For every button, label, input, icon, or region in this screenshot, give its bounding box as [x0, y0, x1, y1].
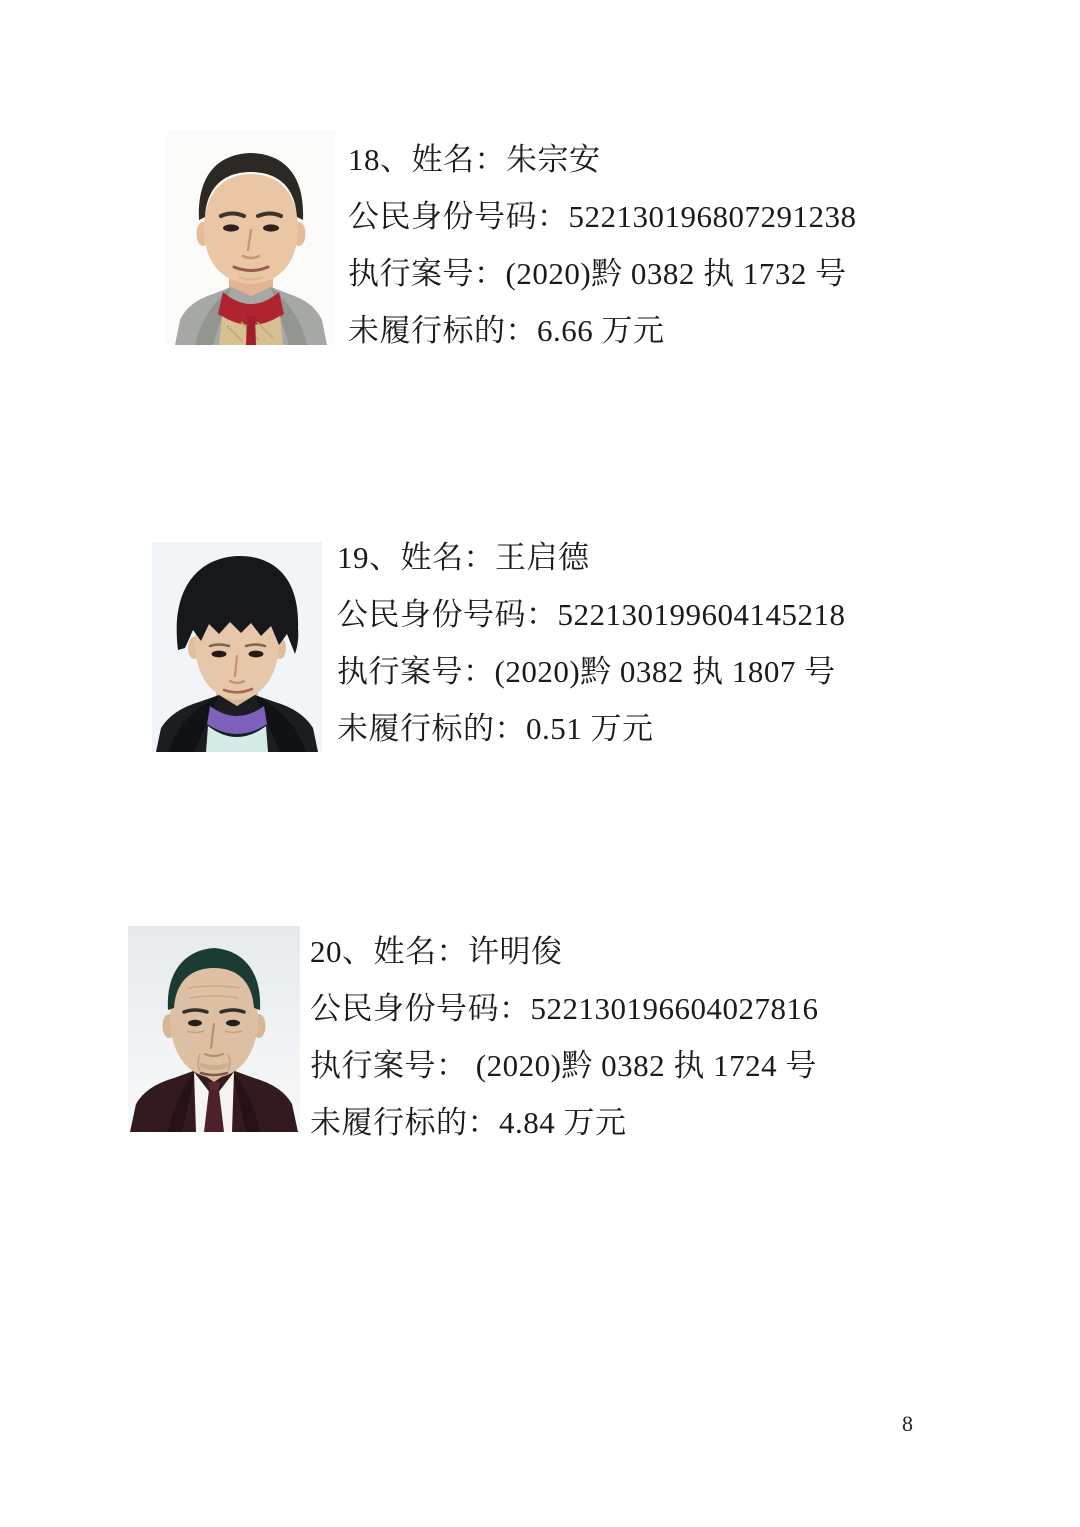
id-value: 522130196807291238	[568, 199, 857, 234]
debtor-info-20	[310, 923, 819, 1151]
name-label: 姓名：	[400, 540, 495, 575]
amount-value: 6.66 万元	[537, 313, 665, 348]
case-value: (2020)黔 0382 执 1807 号	[494, 654, 836, 689]
amount-label: 未履行标的：	[310, 1105, 499, 1140]
id-value: 522130199604145218	[557, 597, 846, 632]
amount-label: 未履行标的：	[348, 313, 537, 348]
case-line	[348, 245, 857, 302]
debtor-photo-19	[152, 542, 322, 752]
seq-label: 18、	[348, 142, 412, 177]
amount-line	[310, 1094, 819, 1151]
case-value: (2020)黔 0382 执 1732 号	[505, 256, 847, 291]
portrait-illustration	[128, 926, 300, 1132]
id-line	[348, 188, 857, 245]
id-line	[310, 980, 819, 1037]
debtor-photo-20	[128, 926, 300, 1132]
page-number: 8	[902, 1411, 913, 1436]
debtor-photo-18	[167, 130, 335, 345]
seq-label: 19、	[337, 540, 401, 575]
name-line	[348, 131, 857, 188]
amount-value: 0.51 万元	[526, 711, 654, 746]
amount-line	[337, 700, 846, 757]
seq-label: 20、	[310, 934, 374, 969]
id-line	[337, 586, 846, 643]
id-label: 公民身份号码：	[310, 991, 531, 1026]
debtor-info-19	[337, 529, 846, 757]
debtor-info-18	[348, 131, 857, 359]
portrait-illustration	[152, 542, 322, 752]
name-label: 姓名：	[411, 142, 506, 177]
case-label: 执行案号：	[310, 1048, 468, 1083]
case-line	[337, 643, 846, 700]
id-label: 公民身份号码：	[348, 199, 569, 234]
name-value: 王启德	[495, 540, 590, 575]
name-value: 许明俊	[468, 934, 563, 969]
case-label: 执行案号：	[337, 654, 495, 689]
name-value: 朱宗安	[506, 142, 601, 177]
name-label: 姓名：	[373, 934, 468, 969]
id-value: 522130196604027816	[530, 991, 819, 1026]
case-value: (2020)黔 0382 执 1724 号	[467, 1048, 817, 1083]
portrait-illustration	[167, 130, 335, 345]
name-line	[310, 923, 819, 980]
amount-value: 4.84 万元	[499, 1105, 627, 1140]
amount-line	[348, 302, 857, 359]
id-label: 公民身份号码：	[337, 597, 558, 632]
amount-label: 未履行标的：	[337, 711, 526, 746]
name-line	[337, 529, 846, 586]
case-label: 执行案号：	[348, 256, 506, 291]
case-line	[310, 1037, 819, 1094]
